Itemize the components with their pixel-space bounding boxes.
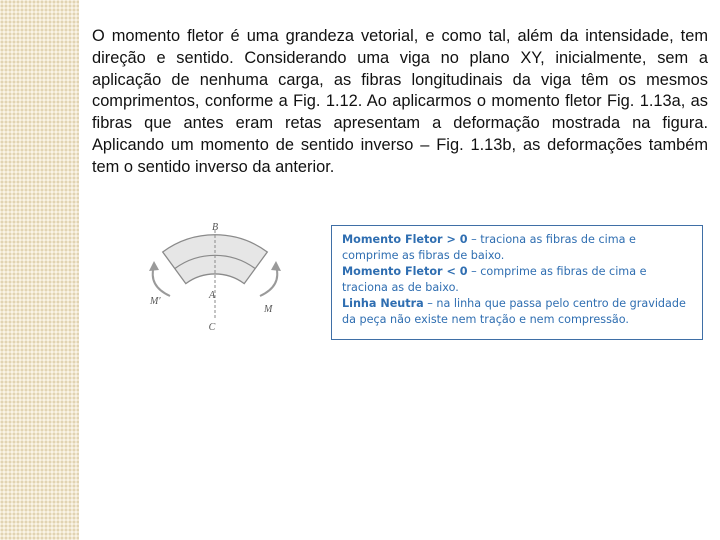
left-moment-arrow (153, 266, 170, 296)
point-c-label: C (208, 322, 216, 333)
definition-text: – comprime as fibras de cima e traciona as de baixo. (342, 265, 647, 295)
definition-term: Momento Fletor < 0 (342, 265, 468, 279)
definition-text: – traciona as fibras de cima e comprime as fibras de baixo. (342, 233, 636, 263)
definitions-box (331, 225, 703, 340)
point-a-label: A (208, 290, 216, 301)
beam-bending-diagram (140, 218, 290, 338)
moment-left-label: M′ (150, 296, 161, 307)
left-moment-arrowhead (149, 261, 159, 271)
definition-text: – na linha que passa pelo centro de gravidade da peça não existe nem tração e nem compressão. (342, 297, 686, 327)
definition-negative-moment (342, 264, 692, 296)
definition-term: Linha Neutra (342, 297, 424, 311)
beam-bending-figure (140, 218, 290, 338)
definition-neutral-line (342, 296, 692, 328)
definition-positive-moment (342, 232, 692, 264)
moment-right-label: M (264, 304, 273, 315)
point-b-label: B (211, 222, 219, 233)
decorative-side-strip (0, 0, 79, 540)
body-paragraph: O momento fletor é uma grandeza vetorial, e como tal, além da intensidade, tem direção e sentido. Considerando uma viga no plano XY, inicialmente, sem a aplicação de nenhuma carga, as fibras longitudinais da viga têm os mesmos comprimentos, conforme a Fig. 1.12. Ao aplicarmos o momento fletor Fig. 1.13a, as fibras que antes eram retas apresentam a deformação mostrada na figura. Aplicando um momento de sentido inverso – Fig. 1.13b, as deformações também tem o sentido inverso da anterior. (92, 27, 708, 176)
right-moment-arrow (260, 266, 277, 296)
right-moment-arrowhead (271, 261, 281, 271)
definition-term: Momento Fletor > 0 (342, 233, 468, 246)
